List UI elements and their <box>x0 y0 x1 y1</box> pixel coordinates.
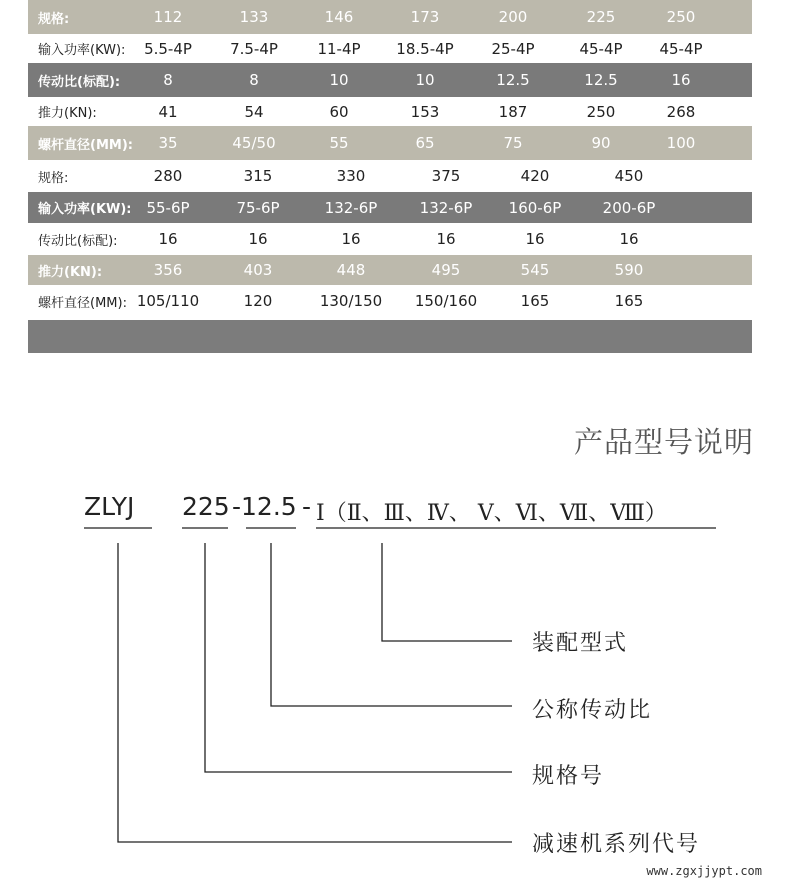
table-cell: 200 <box>498 8 528 26</box>
table-cell: 590 <box>614 261 644 279</box>
row-label: 规格: <box>38 11 70 27</box>
table-cell: 65 <box>415 134 435 152</box>
table-cell: 90 <box>591 134 611 152</box>
table-cell: 225 <box>586 8 616 26</box>
table-cell: 153 <box>410 102 440 121</box>
code-assembly-prefix: - <box>302 492 312 521</box>
table-cell: 105/110 <box>136 292 200 310</box>
table-cell: 55 <box>329 134 349 152</box>
table-cell: 12.5 <box>584 71 618 89</box>
table-cell: 55-6P <box>146 198 190 217</box>
table-cell: 403 <box>243 261 273 279</box>
table-cell: 54 <box>244 102 264 121</box>
legend-ratio: 公称传动比 <box>532 698 653 723</box>
table-cell: 10 <box>329 71 349 89</box>
table-cell: 146 <box>324 8 354 26</box>
table-cell: 75 <box>503 134 523 152</box>
row-label: 传动比(标配): <box>38 233 118 249</box>
series-connector <box>118 543 512 842</box>
table-cell: 18.5-4P <box>396 39 454 58</box>
spec-connector <box>205 543 512 772</box>
table-cell: 45-4P <box>659 39 703 58</box>
table-cell: 173 <box>410 8 440 26</box>
legend-series: 减速机系列代号 <box>532 832 701 857</box>
row-label: 规格: <box>38 170 69 186</box>
table-cell: 16 <box>158 230 178 248</box>
table-cell: 250 <box>666 8 696 26</box>
table-cell: 187 <box>498 102 528 121</box>
table-cell: 35 <box>158 134 178 152</box>
table-cell: 375 <box>431 167 461 185</box>
table-cell: 356 <box>153 261 183 279</box>
table-cell: 130/150 <box>319 292 383 310</box>
row-label: 输入功率(KW): <box>38 202 132 217</box>
table-cell: 280 <box>153 167 183 185</box>
table-cell: 75-6P <box>236 198 280 217</box>
table-cell: 450 <box>614 167 644 185</box>
table-cell: 250 <box>586 102 616 121</box>
watermark-text: www.zgxjjypt.com <box>646 864 762 878</box>
table-cell: 495 <box>431 261 461 279</box>
assembly-connector <box>382 543 512 641</box>
table-cell: 10 <box>415 71 435 89</box>
table-cell: 41 <box>158 102 178 121</box>
table-cell: 16 <box>525 230 545 248</box>
row-label: 传动比(标配): <box>38 74 121 90</box>
table-cell: 165 <box>614 292 644 310</box>
table-cell: 12.5 <box>496 71 530 89</box>
table-cell: 11-4P <box>317 39 361 58</box>
table-cell: 16 <box>436 230 456 248</box>
table-cell: 330 <box>336 167 366 185</box>
section-title: 产品型号说明 <box>573 425 754 459</box>
table-cell: 268 <box>666 102 696 121</box>
table-cell: 160-6P <box>508 198 562 217</box>
code-ratio: -12.5 <box>232 492 297 521</box>
row-label: 螺杆直径(MM): <box>38 137 133 153</box>
table-cell: 16 <box>619 230 639 248</box>
table-cell: 8 <box>249 71 259 89</box>
table-cell: 45/50 <box>232 134 276 152</box>
table-cell: 120 <box>243 292 273 310</box>
table-cell: 7.5-4P <box>230 39 278 58</box>
table-cell: 16 <box>248 230 268 248</box>
table-cell: 25-4P <box>491 39 535 58</box>
legend-assembly: 装配型式 <box>532 631 629 656</box>
table-cell: 200-6P <box>602 198 656 217</box>
table-cell: 150/160 <box>414 292 478 310</box>
code-spec: 225 <box>182 492 230 521</box>
table-cell: 165 <box>520 292 550 310</box>
legend-spec: 规格号 <box>532 764 605 789</box>
table-cell: 60 <box>329 102 349 121</box>
table-cell: 100 <box>666 134 696 152</box>
table-cell: 8 <box>163 71 173 89</box>
code-series: ZLYJ <box>84 492 135 521</box>
table-cell: 16 <box>671 71 691 89</box>
table-cell: 315 <box>243 167 273 185</box>
table-cell: 420 <box>520 167 550 185</box>
row-label: 推力(KN): <box>38 106 97 121</box>
row-label: 输入功率(KW): <box>38 43 126 58</box>
code-assembly: Ⅰ（Ⅱ、Ⅲ、Ⅳ、 Ⅴ、Ⅵ、Ⅶ、Ⅷ） <box>316 501 667 526</box>
row-label: 螺杆直径(MM): <box>38 295 127 311</box>
table-cell: 448 <box>336 261 366 279</box>
table-cell: 5.5-4P <box>144 39 192 58</box>
table-cell: 133 <box>239 8 269 26</box>
table-cell: 545 <box>520 261 550 279</box>
table-cell: 132-6P <box>324 198 378 217</box>
table-cell: 132-6P <box>419 198 473 217</box>
ratio-connector <box>271 543 512 706</box>
table-cell: 45-4P <box>579 39 623 58</box>
table-cell: 16 <box>341 230 361 248</box>
table-cell: 112 <box>153 8 183 26</box>
row-label: 推力(KN): <box>38 264 103 280</box>
